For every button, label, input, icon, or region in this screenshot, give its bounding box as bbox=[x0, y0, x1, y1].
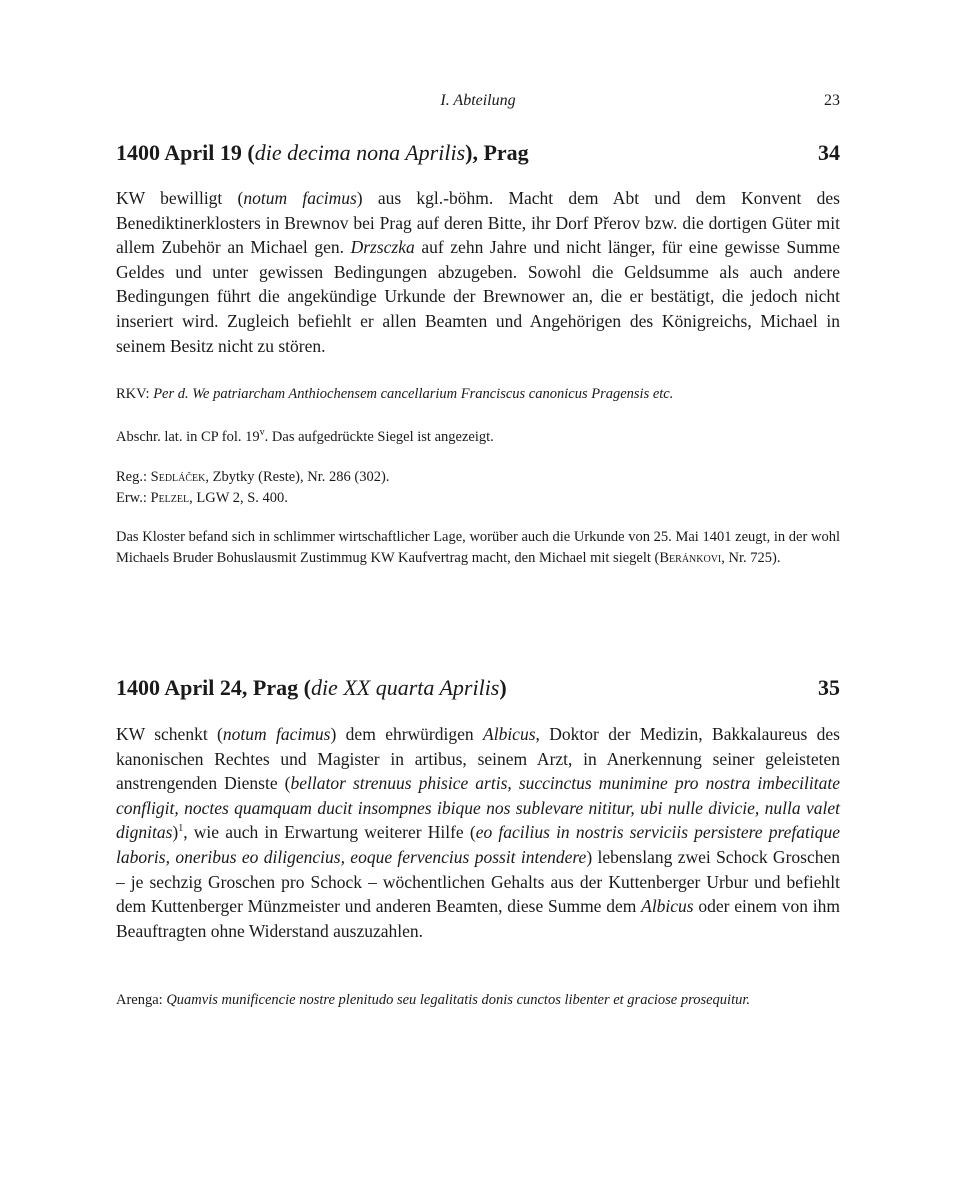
rkv-note bbox=[116, 384, 840, 405]
commentary-text: Das Kloster befand sich in schlimmer wirtschaftlicher Lage, worüber auch die Urkunde von 25. Mai 1401 zeugt, in der wohl Michaels Bruder Bohuslausmit Zustimmug KW Kaufvertrag macht, den Michael mit siegelt ( bbox=[116, 529, 840, 566]
heading-latin-date: die decima nona Aprilis bbox=[254, 140, 466, 165]
summary-text: , Doktor der Medizin, Bakkalaureus des kanonischen Rechtes und Magister in artibus, seinem Arzt, in Anerkennung seiner geleisteten anstrengenden Dienste ( bbox=[116, 724, 840, 794]
commentary-note bbox=[116, 527, 840, 569]
reg-author: Sedláček bbox=[150, 469, 206, 485]
summary-latin: eo facilius in nostris serviciis persistere prefatique laboris, oneribus eo diligencius, eoque fervencius possit intendere bbox=[116, 822, 840, 867]
summary-text: KW bewilligt ( bbox=[116, 188, 244, 208]
summary-text: ) dem ehrwürdigen bbox=[330, 724, 484, 744]
copy-note-sup: v bbox=[259, 427, 265, 439]
summary-text: oder einem von ihm Beauftragten ohne Widerstand auszuzahlen. bbox=[116, 896, 841, 941]
summary-text: ) aus kgl.-böhm. Macht dem Abt und dem Konvent des Benediktinerklosters in Brewnov bei Prag auf deren Bitte, ihr Dorf Přerov bzw. die dortigen Güter mit allem Zubehör an Michael gen. bbox=[116, 188, 840, 258]
copy-note bbox=[116, 427, 840, 448]
running-head bbox=[116, 92, 840, 116]
copy-note-text: Abschr. lat. in CP fol. 19 bbox=[116, 429, 260, 445]
heading-date: 1400 April 19 ( bbox=[116, 140, 255, 165]
summary-latin: notum facimus bbox=[243, 188, 357, 208]
summary-text: ) bbox=[172, 822, 179, 843]
commentary-author: Beránkovi bbox=[659, 550, 722, 566]
arenga-label: Arenga: bbox=[116, 992, 167, 1008]
summary-name: Albicus bbox=[641, 896, 694, 917]
arenga-text: Quamvis munificencie nostre plenitudo seu legalitatis donis cunctos libenter et graciose prosequitur. bbox=[166, 992, 751, 1008]
page-number: 23 bbox=[824, 92, 840, 109]
summary-text: ) lebenslang zwei Schock Groschen – je sechzig Groschen pro Schock – wöchentlichen Gehalts aus der Kuttenberger Urbur und befiehlt dem Kuttenberger Münzmeister und anderen Beamten, diese Summe dem bbox=[116, 846, 840, 917]
summary-text: , wie auch in Erwartung weiterer Hilfe ( bbox=[183, 822, 476, 843]
summary-latin: bellator strenuus phisice artis, succinctus munimine pro nostra imbecilitate confligit, noctes quamquam ducit insompnes ibique nos sublevare nititur, ubi nulle divicie, nulla valet dignitas bbox=[116, 773, 840, 843]
entry-heading-34 bbox=[116, 140, 840, 166]
erw-author: Pelzel bbox=[150, 490, 190, 506]
arenga-note bbox=[116, 990, 840, 1011]
reg-text: , Zbytky (Reste), Nr. 286 (302). bbox=[205, 469, 390, 485]
copy-note-text: . Das aufgedrückte Siegel ist angezeigt. bbox=[264, 429, 494, 445]
commentary-text: , Nr. 725). bbox=[721, 550, 781, 566]
rkv-text: Per d. We patriarcham Anthiochensem cancellarium Franciscus canonicus Pragensis etc. bbox=[153, 386, 674, 402]
section-label: I. Abteilung bbox=[440, 92, 516, 109]
summary-name: Drzsczka bbox=[350, 237, 415, 258]
heading-place: ), Prag bbox=[465, 140, 529, 165]
summary-text: auf zehn Jahre und nicht länger, für eine gewisse Summe Geldes und unter gewissen Bedingungen abzugeben. Sowohl die Geldsumme als auch andere Bedingungen führt die angekündige Urkunde der Brewnower an, die er bestätigt, die jedoch nicht inseriert wird. Zugleich befiehlt er allen Beamten und Angehörigen des Königreichs, Michael in seinem Besitz nicht zu stören. bbox=[116, 237, 841, 356]
summary-latin: notum facimus bbox=[222, 724, 331, 744]
entry-number: 34 bbox=[818, 140, 840, 165]
heading-place: ) bbox=[499, 675, 507, 700]
footnote-ref: 1 bbox=[178, 823, 184, 835]
summary-name: Albicus bbox=[483, 724, 536, 744]
reg-note bbox=[116, 467, 840, 488]
entry-number: 35 bbox=[818, 675, 840, 700]
erw-note bbox=[116, 488, 840, 509]
entry-heading-35 bbox=[116, 675, 840, 701]
summary-text: KW schenkt ( bbox=[116, 724, 223, 744]
rkv-label: RKV: bbox=[116, 386, 154, 402]
reg-label: Reg.: bbox=[116, 469, 151, 485]
heading-latin-date: die XX quarta Aprilis bbox=[310, 675, 500, 700]
heading-date: 1400 April 24, Prag ( bbox=[116, 675, 311, 700]
entry-summary-34 bbox=[116, 186, 840, 358]
erw-text: , LGW 2, S. 400. bbox=[189, 490, 288, 506]
erw-label: Erw.: bbox=[116, 490, 151, 506]
entry-summary-35 bbox=[116, 722, 840, 943]
